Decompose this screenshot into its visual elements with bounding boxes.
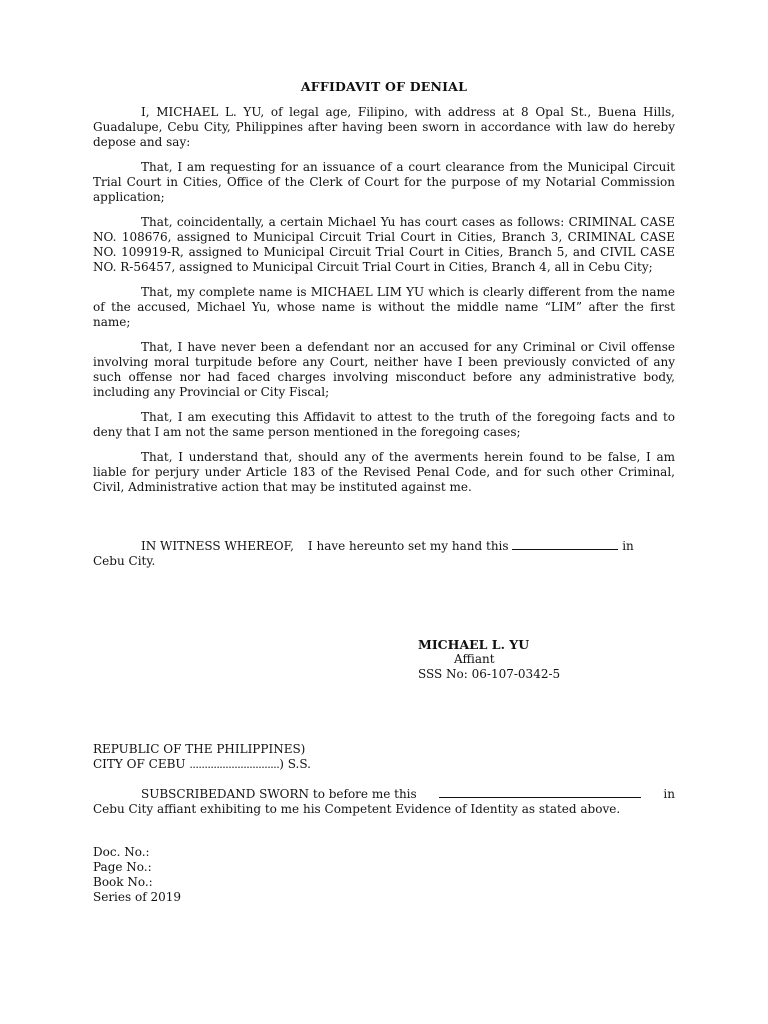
jurat-line-2: Cebu City affiant exhibiting to me his Competent Evidence of Identity as stated above. bbox=[93, 802, 621, 816]
jurat-text: SUBSCRIBEDAND SWORN to before me this bbox=[141, 787, 417, 801]
signature-block bbox=[418, 637, 668, 682]
jurat-line-1 bbox=[93, 786, 675, 802]
witness-lead: IN WITNESS WHEREOF, bbox=[141, 539, 294, 553]
jurat-after-blank: in bbox=[663, 787, 675, 801]
paragraph-complete-name: That, my complete name is MICHAEL LIM YU which is clearly different from the name of the accused, Michael Yu, whose name is without the middle name “LIM” after the first name; bbox=[93, 285, 675, 329]
page-no: Page No.: bbox=[93, 860, 152, 874]
witness-line-2: Cebu City. bbox=[93, 554, 156, 568]
affidavit-body bbox=[93, 105, 675, 505]
document-title: AFFIDAVIT OF DENIAL bbox=[300, 79, 468, 94]
jurat-block bbox=[93, 786, 675, 817]
venue-city-line bbox=[93, 757, 675, 772]
paragraph-intro: I, MICHAEL L. YU, of legal age, Filipino, with address at 8 Opal St., Buena Hills, Guadalupe, Cebu City, Philippines after having been sworn in accordance with law do hereby depose and say: bbox=[93, 105, 675, 149]
paragraph-no-offense: That, I have never been a defendant nor an accused for any Criminal or Civil offense involving moral turpitude before any Court, neither have I been previously convicted of any such offense nor had faced charges involving misconduct before any administrative body, including any Provincial or City Fiscal; bbox=[93, 340, 675, 399]
venue-dots: .............................. bbox=[189, 758, 280, 771]
paragraph-cases: That, coincidentally, a certain Michael Yu has court cases as follows: CRIMINAL CASE NO. 108676, assigned to Municipal Circuit Trial Court in Cities, Branch 3, CRIMINAL CASE NO. 109919-R, assigned to Municipal Circuit Trial Court in Cities, Branch 5, and CIVIL CASE NO. R-56457, assigned to Municipal Circuit Trial Court in Cities, Branch 4, all in Cebu City; bbox=[93, 215, 675, 274]
witness-clause bbox=[93, 538, 675, 569]
affiant-role: Affiant bbox=[454, 652, 495, 666]
series: Series of 2019 bbox=[93, 890, 181, 904]
venue-city: CITY OF CEBU bbox=[93, 757, 186, 771]
book-no: Book No.: bbox=[93, 875, 153, 889]
witness-after-blank: in bbox=[622, 539, 634, 553]
paragraph-perjury: That, I understand that, should any of the averments herein found to be false, I am liable for perjury under Article 183 of the Revised Penal Code, and for such other Criminal, Civil, Administrative action that may be instituted against me. bbox=[93, 450, 675, 494]
paragraph-clearance: That, I am requesting for an issuance of a court clearance from the Municipal Circuit Trial Court in Cities, Office of the Clerk of Court for the purpose of my Notarial Commission application; bbox=[93, 160, 675, 204]
affiant-name: MICHAEL L. YU bbox=[418, 637, 530, 652]
doc-no: Doc. No.: bbox=[93, 845, 150, 859]
venue-ss: ) S.S. bbox=[279, 757, 311, 771]
jurat-date-blank[interactable] bbox=[439, 786, 641, 798]
paragraph-purpose: That, I am executing this Affidavit to attest to the truth of the foregoing facts and to deny that I am not the same person mentioned in the foregoing cases; bbox=[93, 410, 675, 439]
witness-text: I have hereunto set my hand this bbox=[307, 539, 509, 553]
venue-block bbox=[93, 742, 675, 772]
witness-line-1 bbox=[93, 538, 675, 554]
witness-date-blank[interactable] bbox=[512, 538, 618, 550]
venue-republic: REPUBLIC OF THE PHILIPPINES) bbox=[93, 742, 306, 756]
notarial-register-info bbox=[93, 845, 393, 905]
affiant-sss: SSS No: 06-107-0342-5 bbox=[418, 667, 561, 681]
